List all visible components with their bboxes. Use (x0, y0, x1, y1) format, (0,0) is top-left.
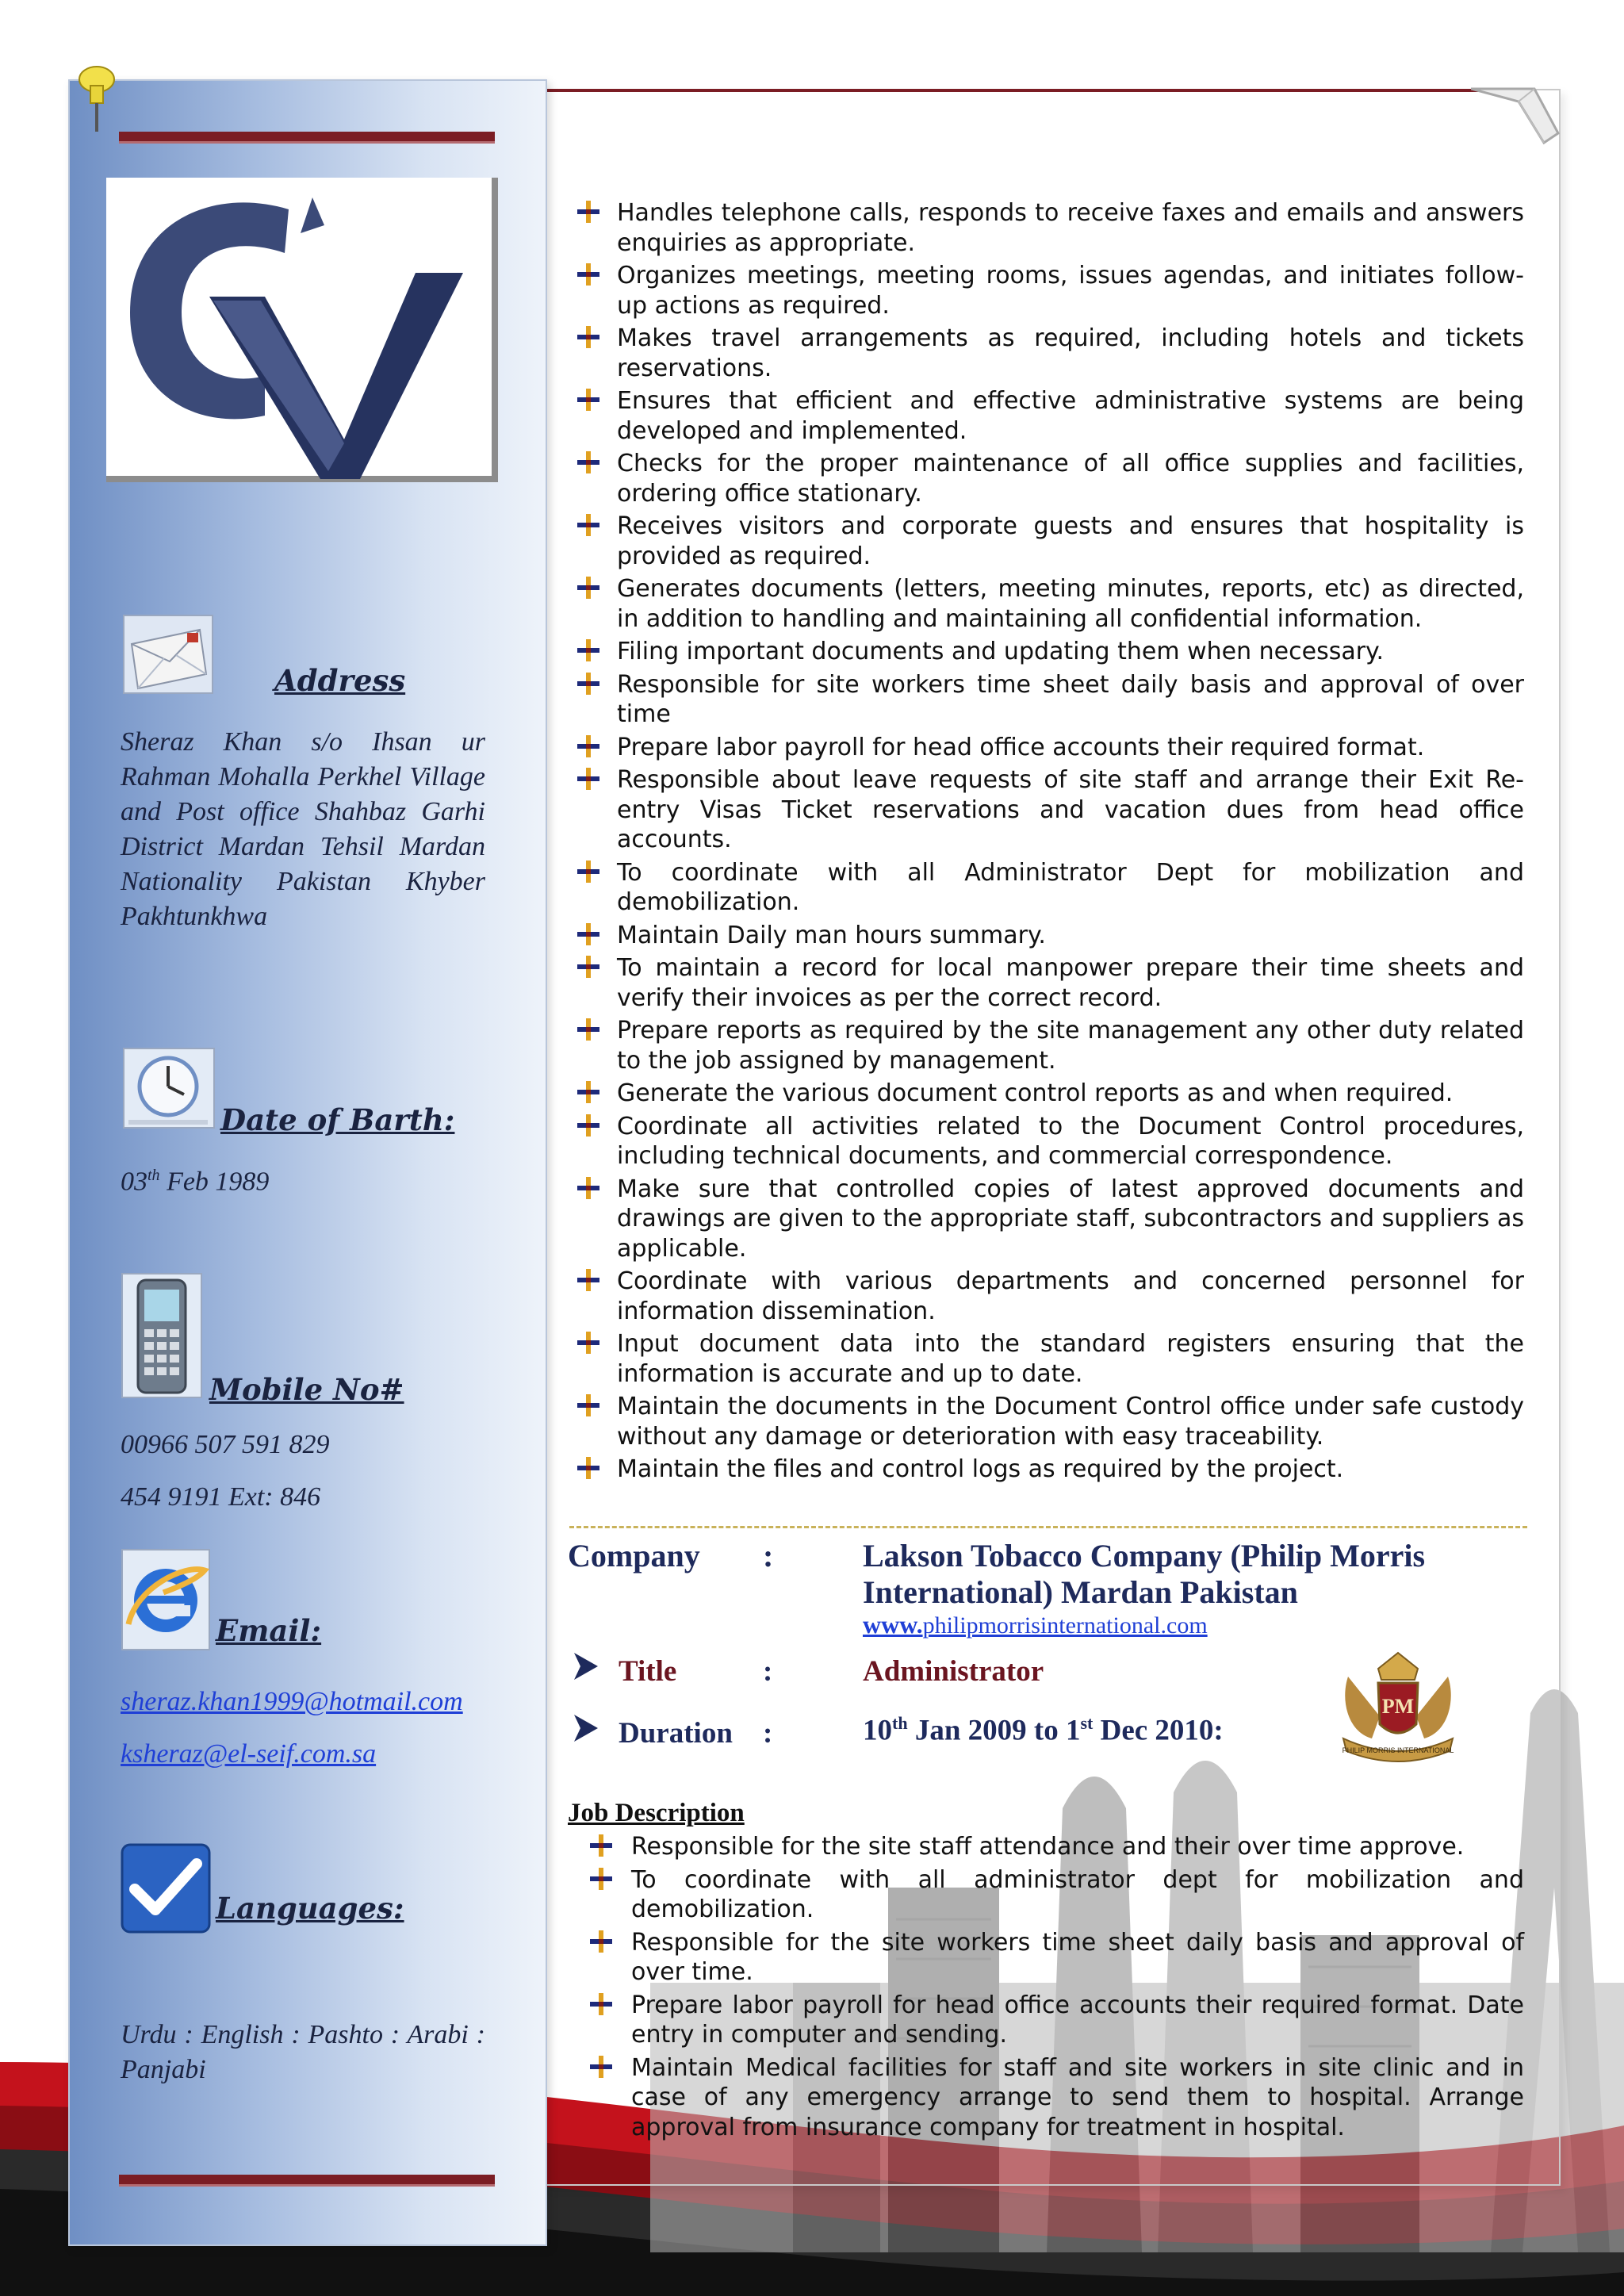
job-description-heading: Job Description (568, 1799, 745, 1827)
email-link-1[interactable]: sheraz.khan1999@hotmail.com (121, 1687, 463, 1716)
plus-bullet-icon (577, 861, 599, 883)
list-item (566, 733, 1524, 763)
mobile-number-2: 454 9191 Ext: 846 (121, 1482, 321, 1512)
plus-bullet-icon (577, 1018, 599, 1041)
duration-colon: : (763, 1717, 773, 1750)
list-item-text: Maintain the files and control logs as required by the project. (617, 1455, 1344, 1483)
list-item-text: Input document data into the standard registers ensuring that the information is accurate and up to date. (617, 1330, 1524, 1388)
pushpin-icon (76, 62, 117, 133)
plus-bullet-icon (590, 2056, 612, 2078)
list-item (566, 1112, 1524, 1171)
plus-bullet-icon (577, 1332, 599, 1354)
plus-bullet-icon (577, 1177, 599, 1199)
plus-bullet-icon (577, 577, 599, 599)
list-item (566, 637, 1524, 667)
duration-value: 10th Jan 2009 to 1st Dec 2010: (863, 1713, 1224, 1747)
clock-icon (121, 1045, 217, 1131)
list-item-text: Organizes meetings, meeting rooms, issues agendas, and initiates follow-up actions as required. (617, 262, 1524, 320)
languages-heading: Languages: (216, 1891, 404, 1926)
list-item-text: Generate the various document control reports as and when required. (617, 1079, 1454, 1107)
plus-bullet-icon (577, 673, 599, 695)
list-item (566, 765, 1524, 855)
list-item-text: Responsible for the site staff attendance and their over time approve. (631, 1833, 1465, 1861)
list-item (566, 512, 1524, 571)
list-item (566, 1267, 1524, 1326)
mobile-phone-icon (121, 1272, 203, 1399)
duties-list (566, 198, 1524, 1485)
list-item-text: To maintain a record for local manpower prepare their time sheets and verify their invoices as per the correct record. (617, 954, 1524, 1012)
sidebar-bottom-rule (119, 2175, 495, 2187)
list-item-text: Checks for the proper maintenance of all office supplies and facilities, ordering office stationary. (617, 450, 1524, 508)
list-item (566, 198, 1524, 258)
list-item-text: Ensures that efficient and effective administrative systems are being developed and implemented. (617, 387, 1524, 445)
philip-morris-logo-text: PHILIP MORRIS INTERNATIONAL (1342, 1746, 1454, 1754)
plus-bullet-icon (577, 1269, 599, 1291)
list-item (566, 1455, 1524, 1485)
list-item (566, 386, 1524, 446)
plus-bullet-icon (577, 923, 599, 945)
plus-bullet-icon (577, 1457, 599, 1479)
title-value: Administrator (863, 1655, 1044, 1688)
mobile-heading: Mobile No# (209, 1372, 404, 1407)
envelope-icon (121, 612, 216, 696)
title-label: Title (619, 1655, 677, 1688)
arrow-bullet-icon (573, 1651, 599, 1681)
philip-morris-logo (1332, 1645, 1464, 1770)
list-item (579, 1865, 1524, 1925)
email-heading: Email: (216, 1613, 322, 1648)
dob-value: 03th Feb 1989 (121, 1167, 270, 1197)
list-item (566, 1392, 1524, 1451)
plus-bullet-icon (590, 1868, 612, 1890)
dob-heading: Date of Barth: (220, 1102, 455, 1137)
list-item (566, 858, 1524, 918)
cv-logo (106, 178, 498, 482)
list-item (566, 261, 1524, 320)
svg-text:PM: PM (1381, 1695, 1415, 1718)
list-item (579, 2053, 1524, 2143)
company-colon: : (763, 1538, 774, 1573)
list-item-text: Receives visitors and corporate guests and ensures that hospitality is provided as required. (617, 512, 1524, 570)
list-item-text: Makes travel arrangements as required, including hotels and tickets reservations. (617, 324, 1524, 382)
list-item-text: Coordinate all activities related to the Document Control procedures, including technical documents, and commercial correspondence. (617, 1112, 1524, 1170)
list-item (579, 1928, 1524, 1987)
list-item (566, 953, 1524, 1013)
plus-bullet-icon (577, 201, 599, 223)
list-item-text: Maintain Medical facilities for staff and site workers in site clinic and in case of any emergency arrange to send them to hospital. Arrange approval from insurance company for treatment in hospital. (631, 2053, 1524, 2141)
plus-bullet-icon (577, 768, 599, 790)
plus-bullet-icon (577, 514, 599, 536)
arrow-bullet-icon (573, 1713, 599, 1743)
plus-bullet-icon (577, 1114, 599, 1137)
list-item-text: Prepare reports as required by the site management any other duty related to the job assigned by management. (617, 1017, 1524, 1075)
languages-text: Urdu : English : Pashto : Arabi : Panjabi (121, 2020, 485, 2084)
plus-bullet-icon (577, 1394, 599, 1416)
duration-label: Duration (619, 1717, 733, 1750)
list-item-text: Filing important documents and updating them when necessary. (617, 638, 1385, 665)
list-item-text: Prepare labor payroll for head office accounts their required format. (617, 733, 1425, 761)
address-heading: Address (274, 663, 406, 698)
page-curl-decoration (1471, 86, 1560, 146)
job-description-list (579, 1832, 1524, 2142)
company-label: Company (568, 1538, 700, 1573)
plus-bullet-icon (590, 1993, 612, 2015)
plus-bullet-icon (590, 1834, 612, 1857)
list-item (566, 921, 1524, 951)
list-item (566, 1016, 1524, 1075)
plus-bullet-icon (577, 1081, 599, 1103)
plus-bullet-icon (590, 1930, 612, 1953)
list-item-text: Responsible for site workers time sheet daily basis and approval of over time (617, 670, 1524, 728)
list-item (566, 324, 1524, 383)
company-name-line-2: International) Mardan Pakistan (863, 1574, 1298, 1610)
list-item (566, 574, 1524, 634)
list-item (566, 449, 1524, 508)
list-item (566, 1079, 1524, 1109)
list-item-text: Generates documents (letters, meeting minutes, reports, etc) as directed, in addition to handling and maintaining all confidential information. (617, 575, 1524, 633)
list-item-text: Make sure that controlled copies of latest approved documents and drawings are given to the appropriate staff, subcontractors and suppliers as applicable. (617, 1175, 1524, 1263)
list-item (566, 1329, 1524, 1389)
list-item-text: Maintain the documents in the Document Control office under safe custody without any damage or deterioration with easy traceability. (617, 1393, 1524, 1451)
list-item-text: To coordinate with all administrator dept for mobilization and demobilization. (631, 1865, 1524, 1923)
list-item (566, 670, 1524, 730)
internet-explorer-icon (121, 1548, 211, 1651)
list-item-text: To coordinate with all Administrator Dept for mobilization and demobilization. (617, 858, 1524, 916)
plus-bullet-icon (577, 389, 599, 411)
plus-bullet-icon (577, 639, 599, 661)
mobile-number-1: 00966 507 591 829 (121, 1430, 330, 1459)
list-item (579, 1832, 1524, 1862)
list-item-text: Maintain Daily man hours summary. (617, 921, 1046, 949)
email-link-2[interactable]: ksheraz@el-seif.com.sa (121, 1739, 377, 1769)
company-name-line-1: Lakson Tobacco Company (Philip Morris (863, 1538, 1426, 1573)
sidebar-top-rule (119, 132, 495, 144)
title-colon: : (763, 1655, 773, 1688)
list-item (579, 1991, 1524, 2050)
plus-bullet-icon (577, 956, 599, 978)
address-text: Sheraz Khan s/o Ihsan ur Rahman Mohalla Perkhel Village and Post office Shahbaz Garhi District Mardan Tehsil Mardan Nationality Pakistan Khyber Pakhtunkhwa (121, 727, 485, 931)
list-item-text: Handles telephone calls, responds to receive faxes and emails and answers enquiries as appropriate. (617, 199, 1524, 257)
plus-bullet-icon (577, 263, 599, 286)
company-website-link[interactable]: www.philipmorrisinternational.com (863, 1610, 1208, 1639)
checkmark-icon (121, 1843, 211, 1934)
list-item-text: Coordinate with various departments and concerned personnel for information dissemination. (617, 1267, 1524, 1325)
list-item (566, 1175, 1524, 1264)
page-top-rule (544, 89, 1480, 92)
list-item-text: Prepare labor payroll for head office accounts their required format. Date entry in computer and sending. (631, 1991, 1524, 2049)
section-separator (569, 1526, 1527, 1528)
plus-bullet-icon (577, 326, 599, 348)
plus-bullet-icon (577, 735, 599, 757)
plus-bullet-icon (577, 451, 599, 473)
list-item-text: Responsible for the site workers time sheet daily basis and approval of over time. (631, 1928, 1524, 1986)
list-item-text: Responsible about leave requests of site staff and arrange their Exit Re-entry Visas Ticket reservations and vacation dues from head office accounts. (617, 766, 1524, 853)
